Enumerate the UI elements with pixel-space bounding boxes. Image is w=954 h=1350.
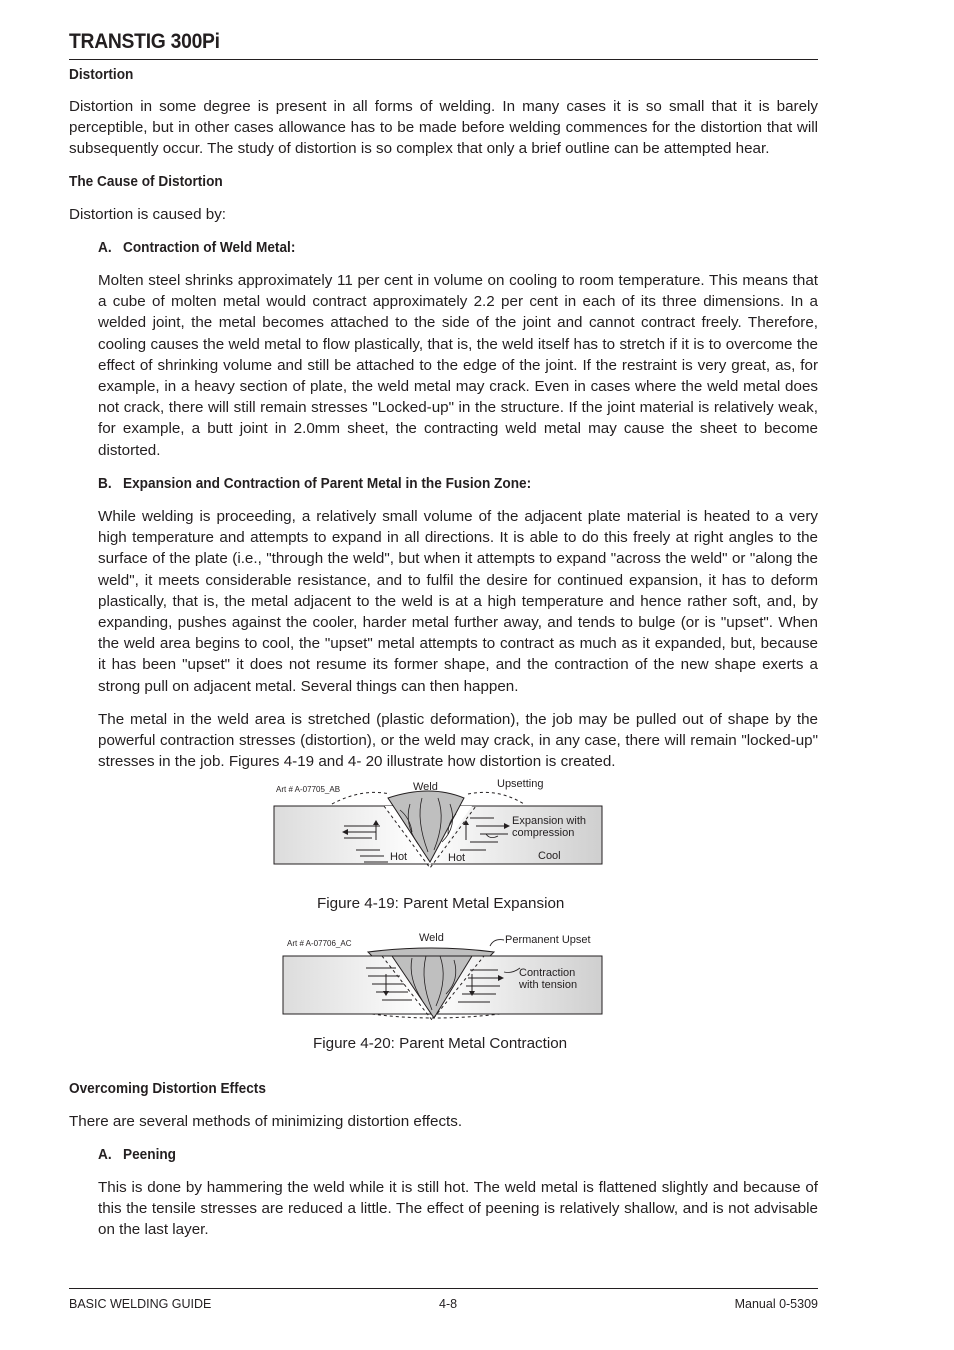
figure1-label-hot-right: Hot xyxy=(448,852,466,864)
figure1-label-hot-left: Hot xyxy=(390,851,408,863)
paragraph-expansion-1: While welding is proceeding, a relatively small volume of the adjacent plate material is heated to a very high temperature and attempts to expand in all directions. It is able to do this freely at right angles to the surface of the plate (i.e., "through the weld", but when it attempts to expand "across the weld" or "along the weld", it meets considerable resistance, and to fulfil the desire for continued expansion, it has to deform plastically, that is, the metal adjacent to the weld is at a high temperature and hence rather soft, and, by expanding, pushes against the cooler, harder metal further away, and tends to bulge (or is "upset". When the weld area begins to cool, the "upset" metal attempts to contract as much as it expanded, but, because it has been "upset" it does not resume its former shape, and the contraction of the new shape exerts a strong pull on adjacent metal. Several things can then happen. xyxy=(98,508,818,695)
paragraph-cause-intro: Distortion is caused by: xyxy=(69,206,227,223)
figure1-label-upsetting: Upsetting xyxy=(497,778,544,790)
figure1-label-cool: Cool xyxy=(538,850,561,862)
heading-distortion: Distortion xyxy=(69,67,134,83)
figure2-art-number: Art # A-07706_AC xyxy=(287,939,352,948)
heading-cause: The Cause of Distortion xyxy=(69,174,223,190)
heading-expansion-parent-metal: B. Expansion and Contraction of Parent Metal in the Fusion Zone: xyxy=(98,476,532,492)
figure1-art-number: Art # A-07705_AB xyxy=(276,785,341,794)
footer-manual-number: Manual 0-5309 xyxy=(734,1297,818,1311)
figure1-label-expansion-line2: compression xyxy=(512,827,575,839)
paragraph-contraction-weld-metal: Molten steel shrinks approximately 11 per cent in volume on cooling to room temperature. This means that a cube of molten metal would contract approximately 2.2 per cent in each of its three dimensions. In a welded joint, the metal becomes attached to the side of the joint and cannot contract freely. Therefore, cooling causes the weld metal to flow plastically, that is, the weld itself has to stretch if it is to overcome the effect of shrinking volume and still be attached to the edge of the joint. If the restraint is very great, as, for example, in a heavy section of plate, the weld metal may crack. Even in cases where the weld metal does not crack, there will still remain stresses "Locked-up" in the structure. If the joint material is relatively weak, for example, a butt joint in 2.0mm sheet, the contracting weld metal may cause the sheet to become distorted. xyxy=(98,272,818,459)
footer-guide-name: BASIC WELDING GUIDE xyxy=(69,1297,212,1311)
footer-rule xyxy=(69,1288,818,1289)
figure2-label-permanent-upset: Permanent Upset xyxy=(505,934,591,946)
paragraph-expansion-2: The metal in the weld area is stretched (plastic deformation), the job may be pulled out of shape by the powerful contraction stresses (distortion), or the weld may crack, in any case, there will remain "locked-up" stresses in the job. Figures 4-19 and 4- 20 illustrate how distortion is created. xyxy=(98,711,818,771)
figure2-caption: Figure 4-20: Parent Metal Contraction xyxy=(313,1035,568,1052)
heading-overcoming-distortion: Overcoming Distortion Effects xyxy=(69,1081,266,1097)
paragraph-peening: This is done by hammering the weld while it is still hot. The weld metal is flattened slightly and because of this the tensile stresses are reduced a little. The effect of peening is relatively shallow, and is not advisable on the last layer. xyxy=(98,1179,818,1239)
figure-parent-metal-contraction xyxy=(272,928,612,1024)
figure1-label-weld: Weld xyxy=(413,781,438,793)
figure2-label-weld: Weld xyxy=(419,932,444,944)
paragraph-distortion: Distortion in some degree is present in all forms of welding. In many cases it is so small that it is barely perceptible, but in other cases allowance has to be made before welding commences for the distortion that will subsequently occur. The study of distortion is so complex that only a brief outline can be attempted hear. xyxy=(69,98,818,158)
paragraph-overcoming-intro: There are several methods of minimizing distortion effects. xyxy=(69,1113,463,1130)
heading-contraction-weld-metal: A. Contraction of Weld Metal: xyxy=(98,240,296,256)
footer-page-number: 4-8 xyxy=(439,1297,458,1311)
figure1-label-expansion-line1: Expansion with xyxy=(512,815,586,827)
heading-peening: A. Peening xyxy=(98,1147,177,1163)
figure2-label-contraction-line2: with tension xyxy=(519,979,578,991)
document-title: TRANSTIG 300Pi xyxy=(69,30,220,53)
figure1-caption: Figure 4-19: Parent Metal Expansion xyxy=(317,895,565,912)
header-rule xyxy=(69,59,818,60)
figure-parent-metal-expansion xyxy=(272,774,612,874)
figure2-label-contraction-line1: Contraction xyxy=(519,967,576,979)
